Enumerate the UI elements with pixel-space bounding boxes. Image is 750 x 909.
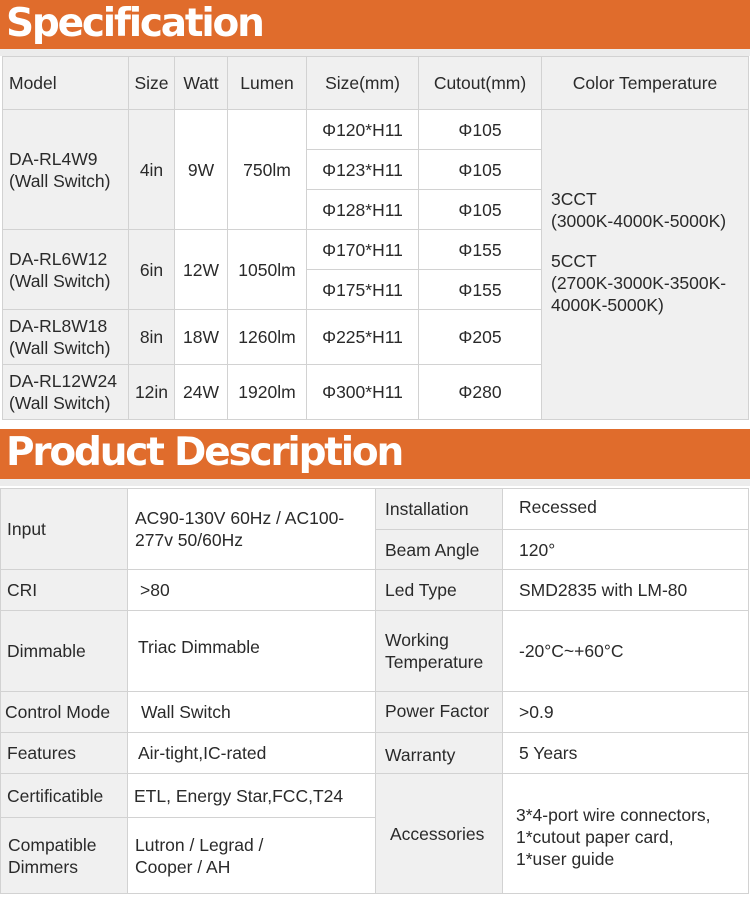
model-note: (Wall Switch) bbox=[9, 270, 111, 291]
header-watt: Watt bbox=[174, 56, 228, 110]
model-note: (Wall Switch) bbox=[9, 393, 111, 413]
desc-banner-divider bbox=[0, 479, 750, 486]
input-value bbox=[127, 488, 376, 570]
cri-label: CRI bbox=[0, 569, 128, 611]
watt-cell: 24W bbox=[174, 364, 228, 420]
working-temperature-label-line2: Temperature bbox=[385, 652, 484, 672]
input-label: Input bbox=[0, 488, 128, 570]
model-name: DA-RL12W24 bbox=[9, 371, 117, 391]
beam-angle-label: Beam Angle bbox=[375, 529, 503, 570]
size-cell: 8in bbox=[128, 309, 175, 365]
header-cutout: Cutout(mm) bbox=[418, 56, 542, 110]
cct3-block bbox=[551, 188, 726, 232]
color-temperature-cell bbox=[541, 109, 749, 420]
size-mm-cell: Φ128*H11 bbox=[306, 189, 419, 230]
header-color-temperature: Color Temperature bbox=[541, 56, 749, 110]
compatible-dimmers-label bbox=[0, 817, 128, 894]
led-type-value: SMD2835 with LM-80 bbox=[502, 569, 749, 611]
features-label: Features bbox=[0, 732, 128, 774]
size-mm-cell: Φ300*H11 bbox=[306, 364, 419, 420]
model-name: DA-RL4W9 bbox=[9, 148, 98, 169]
accessories-line2: 1*cutout paper card, bbox=[516, 826, 674, 847]
input-value-line2: 277v 50/60Hz bbox=[135, 530, 243, 550]
size-mm-cell: Φ123*H11 bbox=[306, 149, 419, 190]
dimmable-label: Dimmable bbox=[0, 610, 128, 692]
watt-cell: 9W bbox=[174, 109, 228, 230]
header-model: Model bbox=[2, 56, 129, 110]
cct5-values-line1: (2700K-3000K-3500K- bbox=[551, 273, 727, 293]
accessories-line3: 1*user guide bbox=[516, 848, 615, 869]
compatible-dimmers-value-line2: Cooper / AH bbox=[135, 856, 231, 877]
spec-banner-divider bbox=[0, 49, 750, 56]
model-name: DA-RL8W18 bbox=[9, 316, 108, 336]
installation-label: Installation bbox=[375, 488, 503, 530]
power-factor-label: Power Factor bbox=[375, 691, 503, 733]
watt-cell: 18W bbox=[174, 309, 228, 365]
desc-banner bbox=[0, 429, 750, 479]
working-temperature-label bbox=[375, 610, 503, 692]
cri-value: >80 bbox=[127, 569, 376, 611]
model-name: DA-RL6W12 bbox=[9, 248, 108, 269]
accessories-line1: 3*4-port wire connectors, bbox=[516, 804, 711, 825]
size-mm-cell: Φ170*H11 bbox=[306, 229, 419, 270]
model-cell bbox=[2, 309, 129, 365]
size-mm-cell: Φ120*H11 bbox=[306, 109, 419, 150]
spec-banner bbox=[0, 0, 750, 49]
compatible-dimmers-value-line1: Lutron / Legrad / bbox=[135, 834, 264, 855]
spec-title: Specification bbox=[6, 1, 263, 46]
cct5-block bbox=[551, 250, 726, 316]
working-temperature-label-line1: Working bbox=[385, 630, 449, 650]
cutout-cell: Φ155 bbox=[418, 269, 542, 310]
header-lumen: Lumen bbox=[227, 56, 307, 110]
cct3-values: (3000K-4000K-5000K) bbox=[551, 211, 727, 231]
compatible-dimmers-label-line1: Compatible bbox=[8, 834, 97, 855]
certificatible-label: Certificatible bbox=[0, 773, 128, 818]
lumen-cell: 1920lm bbox=[227, 364, 307, 420]
compatible-dimmers-value bbox=[127, 817, 376, 894]
model-cell bbox=[2, 229, 129, 310]
compatible-dimmers-label-line2: Dimmers bbox=[8, 856, 78, 877]
size-cell: 4in bbox=[128, 109, 175, 230]
cutout-cell: Φ105 bbox=[418, 189, 542, 230]
cutout-cell: Φ105 bbox=[418, 149, 542, 190]
size-mm-cell: Φ225*H11 bbox=[306, 309, 419, 365]
header-size-mm: Size(mm) bbox=[306, 56, 419, 110]
led-type-label: Led Type bbox=[375, 569, 503, 611]
watt-cell: 12W bbox=[174, 229, 228, 310]
installation-value: Recessed bbox=[502, 488, 749, 530]
dimmable-value: Triac Dimmable bbox=[127, 610, 376, 692]
size-mm-cell: Φ175*H11 bbox=[306, 269, 419, 310]
lumen-cell: 1260lm bbox=[227, 309, 307, 365]
cutout-cell: Φ205 bbox=[418, 309, 542, 365]
cct3-title: 3CCT bbox=[551, 189, 597, 209]
model-note: (Wall Switch) bbox=[9, 170, 111, 191]
warranty-value: 5 Years bbox=[502, 732, 749, 774]
cct5-title: 5CCT bbox=[551, 251, 597, 271]
desc-title: Product Description bbox=[6, 430, 403, 475]
lumen-cell: 750lm bbox=[227, 109, 307, 230]
input-value-line1: AC90-130V 60Hz / AC100- bbox=[135, 508, 345, 528]
size-cell: 12in bbox=[128, 364, 175, 420]
model-cell bbox=[2, 109, 129, 230]
cutout-cell: Φ155 bbox=[418, 229, 542, 270]
cutout-cell: Φ280 bbox=[418, 364, 542, 420]
size-cell: 6in bbox=[128, 229, 175, 310]
cct5-values-line2: 4000K-5000K) bbox=[551, 295, 664, 315]
certificatible-value: ETL, Energy Star,FCC,T24 bbox=[127, 773, 376, 818]
lumen-cell: 1050lm bbox=[227, 229, 307, 310]
control-mode-label: Control Mode bbox=[0, 691, 128, 733]
model-cell bbox=[2, 364, 129, 420]
model-note: (Wall Switch) bbox=[9, 338, 111, 358]
accessories-value bbox=[502, 773, 749, 894]
header-size: Size bbox=[128, 56, 175, 110]
accessories-label: Accessories bbox=[375, 773, 503, 894]
working-temperature-value: -20°C~+60°C bbox=[502, 610, 749, 692]
cutout-cell: Φ105 bbox=[418, 109, 542, 150]
features-value: Air-tight,IC-rated bbox=[127, 732, 376, 774]
beam-angle-value: 120° bbox=[502, 529, 749, 570]
power-factor-value: >0.9 bbox=[502, 691, 749, 733]
warranty-label: Warranty bbox=[375, 732, 503, 774]
control-mode-value: Wall Switch bbox=[127, 691, 376, 733]
